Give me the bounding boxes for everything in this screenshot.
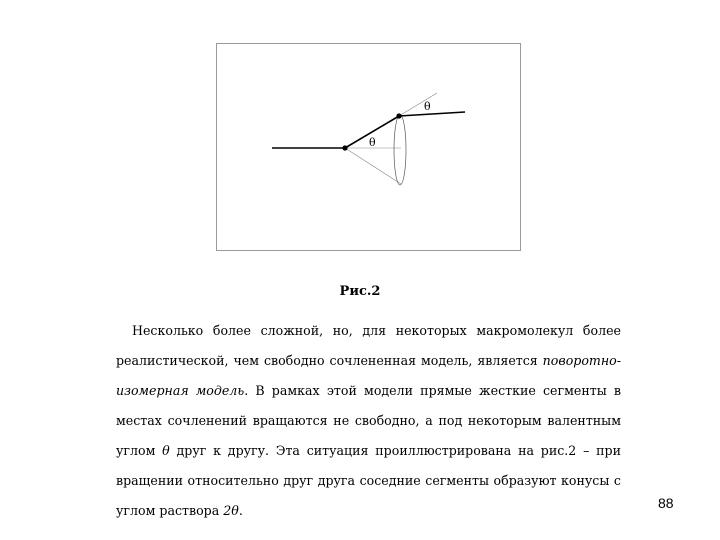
term-rotational-isomer: поворотно-изомерная модель (116, 353, 621, 398)
paragraph-text-3: друг к другу. Эта ситуация проиллюстрирована на рис.2 – при вращении относительно друг друга соседние сегменты образуют конусы с углом раствора (116, 443, 621, 518)
segment-3 (399, 112, 465, 116)
paragraph-text-1: Несколько более сложной, но, для некоторых макромолекул более реалистической, чем свободно сочлененная модель, является (116, 323, 621, 368)
theta-symbol: θ (162, 443, 170, 458)
page-number: 88 (658, 495, 674, 511)
angle-label-upper: θ (424, 100, 431, 113)
figure-caption: Рис.2 (339, 284, 381, 299)
two-theta-symbol: 2θ (223, 503, 239, 518)
paragraph-text-2: . В рамках этой модели прямые жесткие сегменты в местах сочленений вращаются не свободно, а под некоторым валентным углом (116, 383, 622, 458)
axis-extension-2 (399, 93, 437, 116)
figure-frame (216, 43, 521, 251)
rotational-isomer-diagram (217, 44, 522, 252)
cone-generator (345, 148, 401, 184)
paragraph-text-4: . (238, 503, 243, 518)
joint-2 (396, 113, 401, 118)
cone-base (394, 115, 406, 185)
angle-label-lower: θ (369, 136, 376, 149)
body-paragraph (116, 316, 621, 526)
joint-1 (342, 145, 347, 150)
